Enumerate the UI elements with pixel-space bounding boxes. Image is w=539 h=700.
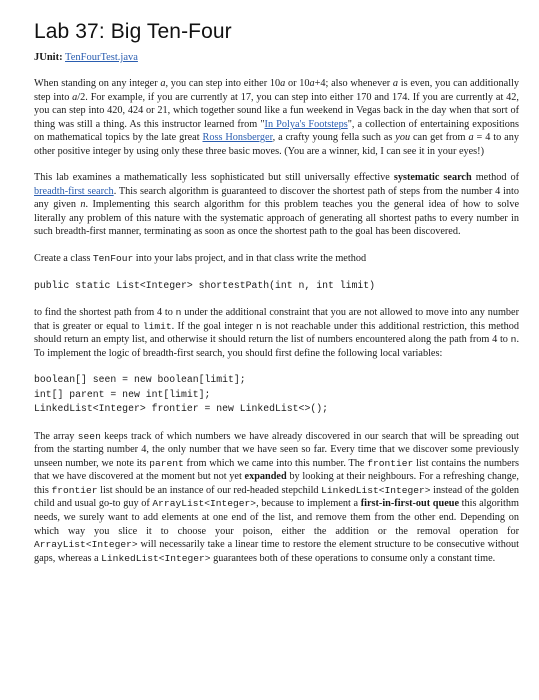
code-line: boolean[] seen = new boolean[limit]; xyxy=(34,374,246,386)
paragraph-bfs: This lab examines a mathematically less sophisticated but still universally effective systematic search method of breadth-first search. This search algorithm is guaranteed to discover the shortest path of steps from the number 4 into any given n. Implementing this search algorithm for this problem teaches you the general idea of how to solve literally any problem of this nature with the systematic approach of generating all shortest paths to every number in such breadth-first manner, terminating as soon as once the shortest path to the goal has been discovered. xyxy=(34,172,520,238)
junit-label: JUnit: xyxy=(34,52,63,63)
method-signature: public static List<Integer> shortestPath(int n, int limit) xyxy=(34,279,375,291)
breadth-first-search-link[interactable]: breadth-first search xyxy=(34,185,114,197)
paragraph-create-class: Create a class TenFour into your labs project, and in that class write the method xyxy=(34,253,367,265)
code-line: LinkedList<Integer> frontier = new LinkedList<>(); xyxy=(34,403,328,415)
paragraph-shortest-path: to find the shortest path from 4 to n under the additional constraint that you are not allowed to move into any number that is greater or equal to limit. If the goal integer n is not reachable under this additional restriction, this method should return an empty list, and otherwise it should return the list of numbers encountered along the path from 4 to n. To implement the logic of breadth-first search, you should first define the following local variables: xyxy=(34,307,519,359)
paragraph-intro: When standing on any integer a, you can step into either 10a or 10a+4; also whenever a is even, you can additionally step into a/2. For example, if you are currently at 17, you can step into either 170 and 174. If you are currently at 42, you can step into 420, 424 or 21, which together sound like a fun weekend in Vegas back in the day when that sort of thing was still a thing. As this instructor learned from "In Polya's Footsteps", a collection of entertaining expositions on mathematical topics by the late great Ross Honsberger, a crafty young fella such as you can get from a = 4 to any other positive integer by using only these three basic moves. (You are a winner, kid, I can see it in your eyes!) xyxy=(34,78,520,157)
junit-line xyxy=(34,52,519,63)
page-title: Lab 37: Big Ten-Four xyxy=(34,20,232,43)
paragraph-seen-array: The array seen keeps track of which numbers we have already discovered in our search that will be spreading out from the starting number 4, the only number that we have seen so far. Every time that we discover some previously unseen number, we note its parent from which we came into this number. The frontier list contains the numbers that we have discovered at the moment but not yet expanded by looking at their neighbours. For a refreshing change, this frontier list should be an instance of our red-headed stepchild LinkedList<Integer> instead of the golden child and usual go-to guy of ArrayList<Integer>, because to implement a first-in-first-out queue this algorithm needs, we surely want to add elements at one end of the list, and remove them from the other end. Depending on which way you slice it to choose your poison, either the addition or the removal operation for ArrayList<Integer> will necessarily take a linear time to restore the element structure to be consecutive without gaps, whereas a LinkedList<Integer> guarantees both of these operations to consume only a constant time. xyxy=(34,430,520,564)
junit-test-link[interactable]: TenFourTest.java xyxy=(65,52,138,63)
polya-footsteps-link[interactable]: In Polya's Footsteps xyxy=(264,118,348,130)
local-variables-code xyxy=(34,373,519,417)
code-line: int[] parent = new int[limit]; xyxy=(34,388,211,400)
ross-honsberger-link[interactable]: Ross Honsberger xyxy=(202,132,273,144)
